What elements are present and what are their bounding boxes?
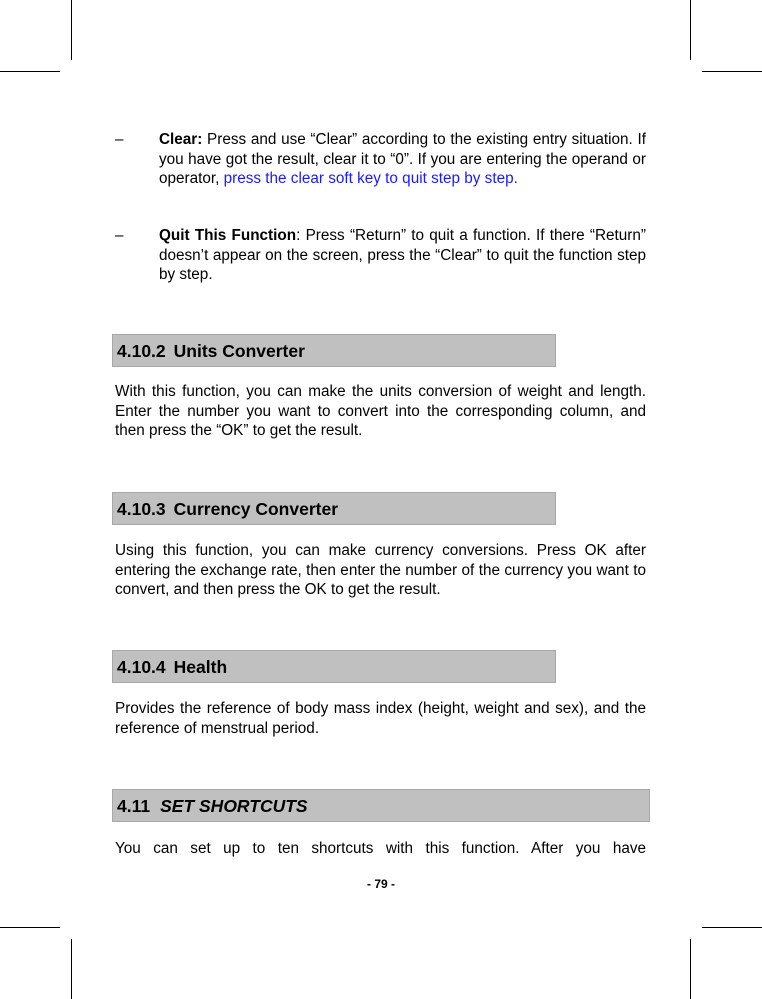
crop-mark bbox=[702, 71, 762, 72]
section-title: Health bbox=[173, 657, 228, 677]
section-title: Units Converter bbox=[173, 341, 305, 361]
crop-mark bbox=[0, 71, 60, 72]
section-title: Currency Converter bbox=[173, 499, 339, 519]
section-heading-units-converter bbox=[112, 334, 556, 367]
bullet-quit bbox=[115, 226, 646, 285]
bullet-text bbox=[159, 130, 646, 189]
bullet-highlight: press the clear soft key to quit step by step. bbox=[223, 170, 518, 187]
section-heading-set-shortcuts bbox=[112, 789, 650, 822]
crop-mark bbox=[0, 927, 60, 928]
crop-mark bbox=[71, 0, 72, 60]
bullet-text bbox=[159, 226, 646, 285]
bullet-label: Clear: bbox=[159, 131, 203, 148]
page-number: - 79 - bbox=[366, 877, 395, 891]
bullet-dash: – bbox=[115, 131, 124, 148]
section-body: With this function, you can make the units conversion of weight and length. Enter the number you want to convert into the corresponding column, and then press the “OK” to get the result. bbox=[115, 383, 646, 439]
section-number: 4.10.3 bbox=[117, 499, 166, 519]
bullet-dash: – bbox=[115, 227, 124, 244]
crop-mark bbox=[702, 927, 762, 928]
bullet-label: Quit This Function bbox=[159, 227, 297, 244]
section-body: You can set up to ten shortcuts with this function. After you have bbox=[115, 840, 646, 857]
section-heading-health bbox=[112, 650, 556, 683]
section-body: Using this function, you can make currency conversions. Press OK after entering the exchange rate, then enter the number of the currency you want to convert, and then press the OK to get the result. bbox=[115, 542, 646, 598]
crop-mark bbox=[690, 939, 691, 999]
bullet-clear bbox=[115, 130, 646, 189]
crop-mark bbox=[71, 939, 72, 999]
bullet-body: Press and use “Clear” according to the existing entry situation. If you have got the result, clear it to “0”. If you are entering the operand or operator, bbox=[159, 131, 646, 187]
crop-mark bbox=[690, 0, 691, 60]
section-title: SET SHORTCUTS bbox=[160, 796, 308, 816]
section-number: 4.10.4 bbox=[117, 657, 166, 677]
section-heading-currency-converter bbox=[112, 492, 556, 525]
section-number: 4.11 bbox=[117, 796, 151, 816]
bullet-body: : Press “Return” to quit a function. If there “Return” doesn’t appear on the screen, press the “Clear” to quit the function step by step. bbox=[159, 227, 646, 283]
section-body: Provides the reference of body mass index (height, weight and sex), and the reference of menstrual period. bbox=[115, 700, 646, 737]
section-number: 4.10.2 bbox=[117, 341, 166, 361]
